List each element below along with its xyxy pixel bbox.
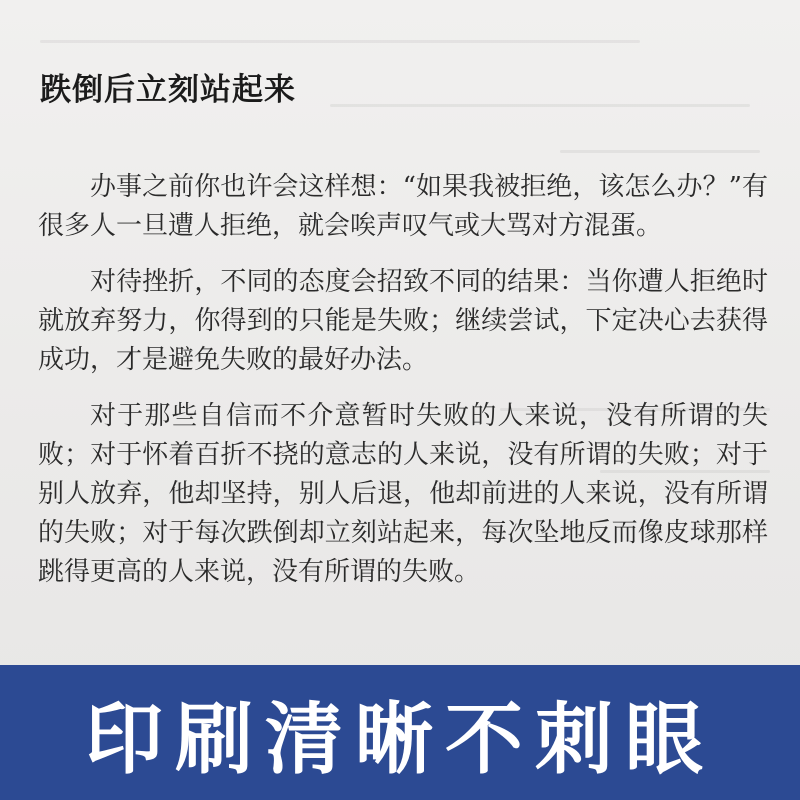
- promo-banner: [0, 665, 800, 800]
- show-through-line: [560, 150, 760, 153]
- paragraph: 对待挫折，不同的态度会招致不同的结果：当你遭人拒绝时就放弃努力，你得到的只能是失败；继续尝试，下定决心去获得成功，才是避免失败的最好办法。: [38, 267, 768, 375]
- promo-banner-text: 印刷清晰不刺眼: [84, 694, 715, 785]
- article-body: [38, 168, 768, 609]
- article-heading: 跌倒后立刻站起来: [40, 72, 296, 108]
- show-through-line: [330, 104, 750, 107]
- paragraph: 办事之前你也许会这样想：“如果我被拒绝，该怎么办？”有很多人一旦遭人拒绝，就会唉声叹气或大骂对方混蛋。: [38, 172, 768, 241]
- show-through-line: [40, 40, 640, 43]
- paragraph: 对于那些自信而不介意暂时失败的人来说，没有所谓的失败；对于怀着百折不挠的意志的人来说，没有所谓的失败；对于别人放弃，他却坚持，别人后退，他却前进的人来说，没有所谓的失败；对于每次跌倒却立刻站起来，每次坠地反而像皮球那样跳得更高的人来说，没有所谓的失败。: [38, 401, 768, 587]
